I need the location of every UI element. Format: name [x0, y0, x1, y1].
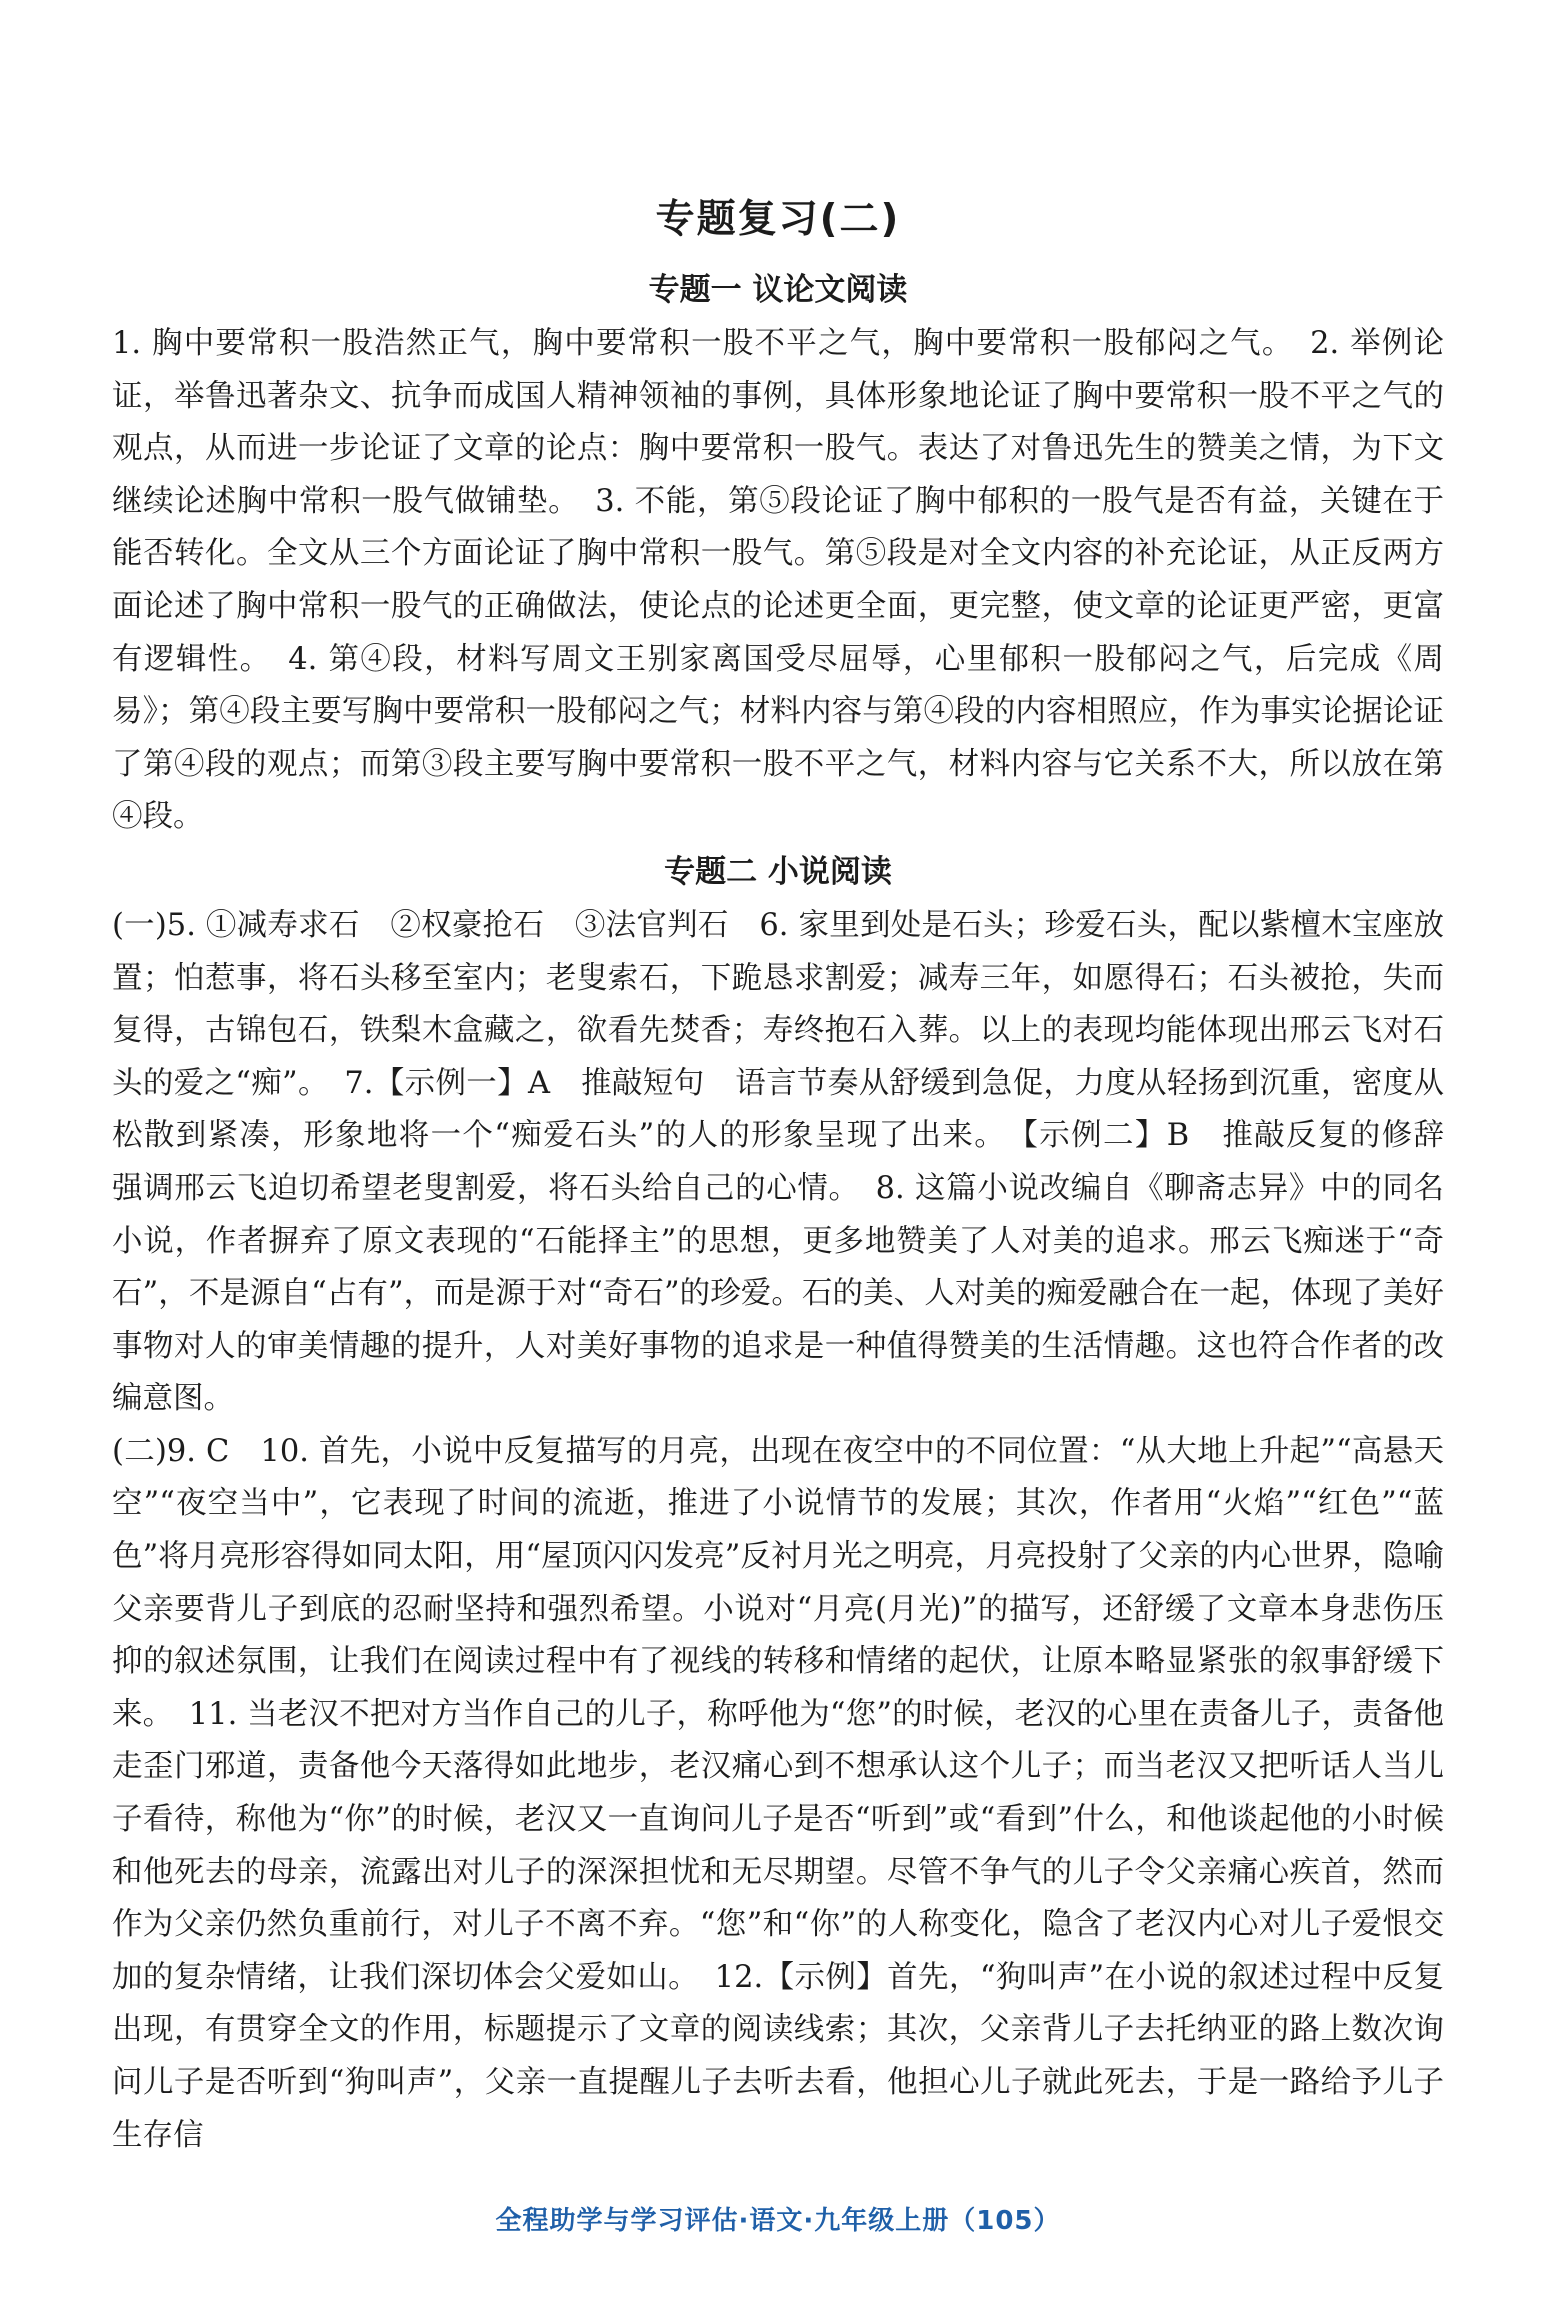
- page-footer: 全程助学与学习评估·语文·九年级上册（105）: [495, 2206, 1061, 2236]
- answer-paragraph: (一)5. ①减寿求石 ②权豪抢石 ③法官判石 6. 家里到处是石头；珍爱石头，配以紫檀木宝座放置；怕惹事，将石头移至室内；老叟索石，下跪恳求割爱；减寿三年，如愿得石；石头被抢，失而复得，古锦包石，铁梨木盒藏之，欲看先焚香；寿终抱石入葬。以上的表现均能体现出邢云飞对石头的爱之“痴”。 7.【示例一】A 推敲短句 语言节奏从舒缓到急促，力度从轻扬到沉重，密度从松散到紧凑，形象地将一个“痴爱石头”的人的形象呈现了出来。 【示例二】B 推敲反复的修辞 强调邢云飞迫切希望老叟割爱，将石头给自己的心情。 8. 这篇小说改编自《聊斋志异》中的同名小说，作者摒弃了原文表现的“石能择主”的思想，更多地赞美了人对美的追求。邢云飞痴迷于“奇石”，不是源自“占有”，而是源于对“奇石”的珍爱。石的美、人对美的痴爱融合在一起，体现了美好事物对人的审美情趣的提升，人对美好事物的追求是一种值得赞美的生活情趣。这也符合作者的改编意图。: [112, 907, 1475, 1417]
- section-heading-argumentative: 专题一 议论文阅读: [648, 272, 908, 308]
- answer-paragraph: 1. 胸中要常积一股浩然正气，胸中要常积一股不平之气，胸中要常积一股郁闷之气。 2. 举例论证，举鲁迅著杂文、抗争而成国人精神领袖的事例，具体形象地论证了胸中要常积一股不平之气的观点，从而进一步论证了文章的论点：胸中要常积一股气。表达了对鲁迅先生的赞美之情，为下文继续论述胸中常积一股气做铺垫。 3. 不能，第⑤段论证了胸中郁积的一股气是否有益，关键在于能否转化。全文从三个方面论证了胸中常积一股气。第⑤段是对全文内容的补充论证，从正反两方面论述了胸中常积一股气的正确做法，使论点的论述更全面，更完整，使文章的论证更严密，更富有逻辑性。 4. 第④段，材料写周文王别家离国受尽屈辱，心里郁积一股郁闷之气，后完成《周易》；第④段主要写胸中要常积一股郁闷之气；材料内容与第④段的内容相照应，作为事实论据论证了第④段的观点；而第③段主要写胸中要常积一股不平之气，材料内容与它关系不大，所以放在第④段。: [112, 326, 1444, 835]
- page-content: [112, 190, 1475, 2162]
- page-title: 专题复习(二): [655, 197, 901, 242]
- answer-paragraph: (二)9. C 10. 首先，小说中反复描写的月亮，出现在夜空中的不同位置：“从大地上升起”“高悬天空”“夜空当中”，它表现了时间的流逝，推进了小说情节的发展；其次，作者用“火焰”“红色”“蓝色”将月亮形容得如同太阳，用“屋顶闪闪发亮”反衬月光之明亮，月亮投射了父亲的内心世界，隐喻父亲要背儿子到底的忍耐坚持和强烈希望。小说对“月亮(月光)”的描写，还舒缓了文章本身悲伤压抑的叙述氛围，让我们在阅读过程中有了视线的转移和情绪的起伏，让原本略显紧张的叙事舒缓下来。 11. 当老汉不把对方当作自己的儿子，称呼他为“您”的时候，老汉的心里在责备儿子，责备他走歪门邪道，责备他今天落得如此地步，老汉痛心到不想承认这个儿子；而当老汉又把听话人当儿子看待，称他为“你”的时候，老汉又一直询问儿子是否“听到”或“看到”什么，和他谈起他的小时候和他死去的母亲，流露出对儿子的深深担忧和无尽期望。尽管不争气的儿子令父亲痛心疾首，然而作为父亲仍然负重前行，对儿子不离不弃。“您”和“你”的人称变化，隐含了老汉内心对儿子爱恨交加的复杂情绪，让我们深切体会父爱如山。 12.【示例】首先，“狗叫声”在小说的叙述过程中反复出现，有贯穿全文的作用，标题提示了文章的阅读线索；其次，父亲背儿子去托纳亚的路上数次询问儿子是否听到“狗叫声”，父亲一直提醒儿子去听去看，他担心儿子就此死去，于是一路给予儿子生存信: [112, 1433, 1444, 2153]
- section-heading-novel: 专题二 小说阅读: [664, 853, 892, 890]
